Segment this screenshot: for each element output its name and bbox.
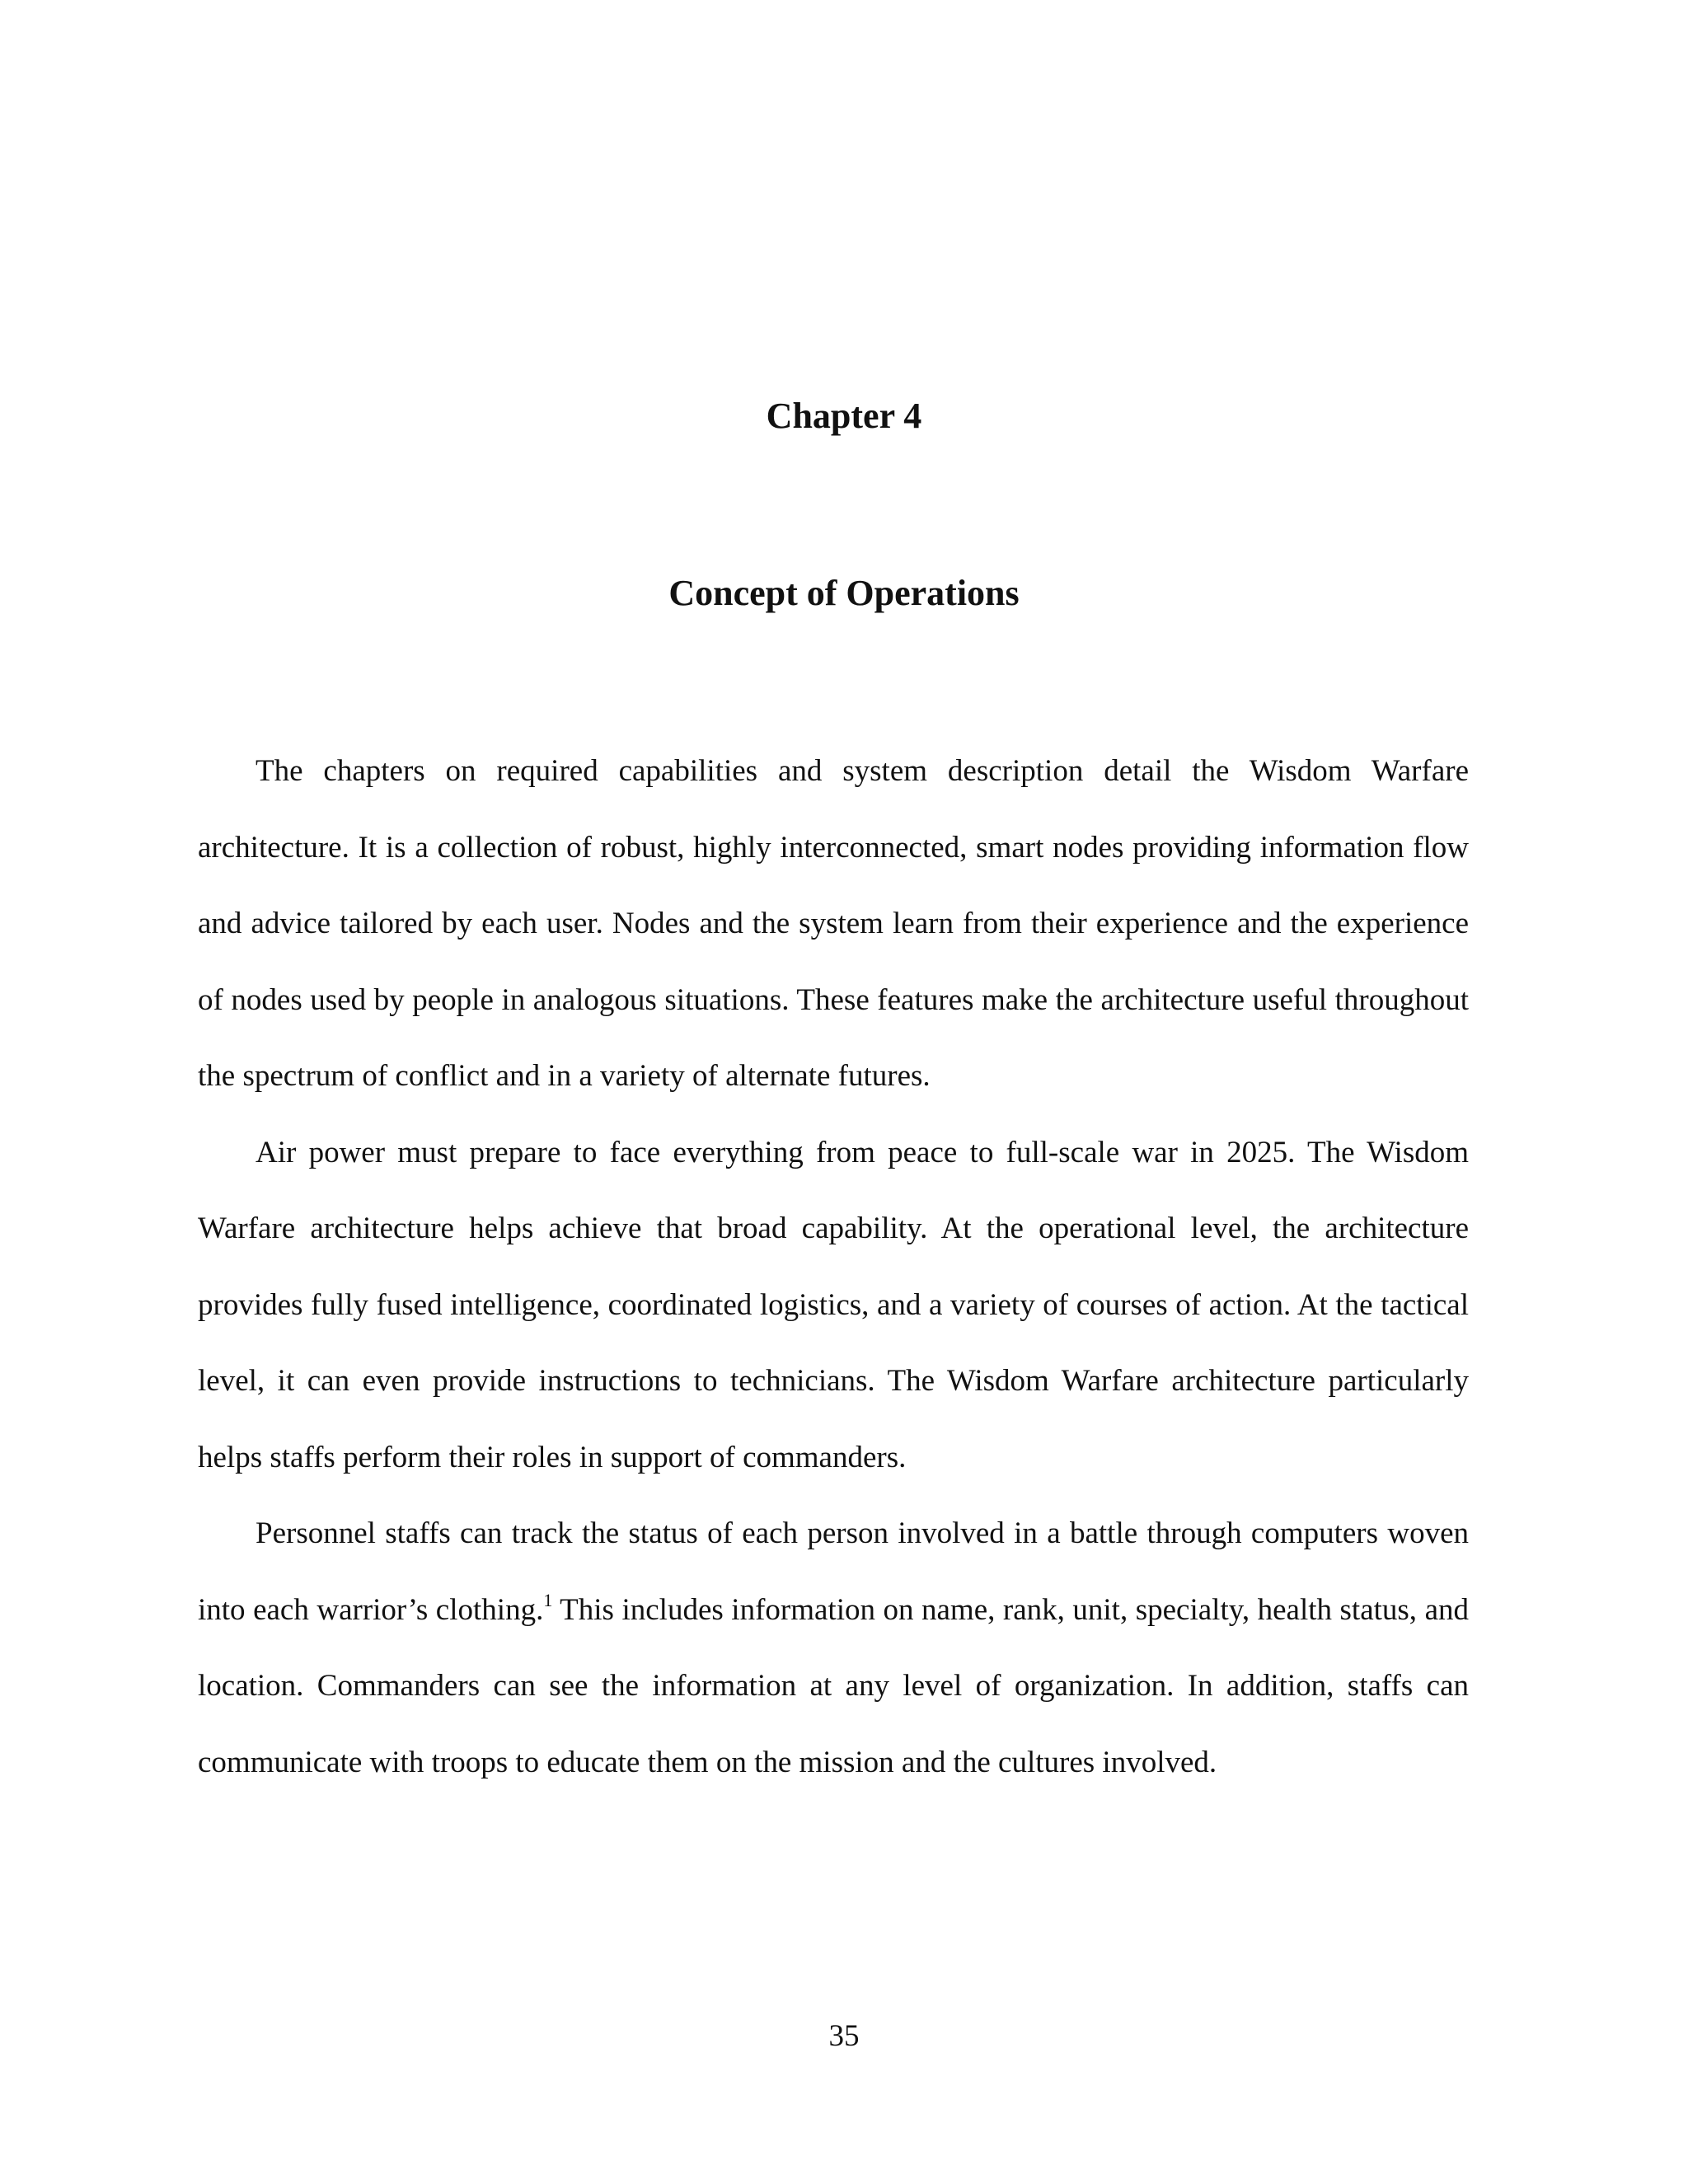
body-text	[198, 733, 1469, 1801]
paragraph-3-text-after-note: This includes information on name, rank, unit, specialty, health status, and location. Commanders can see the information at any level of organization. In addition, staffs can communicate with troops to educate them on the mission and the cultures involved.	[198, 1592, 1469, 1779]
paragraph-3-text-before-note: Personnel staffs can track the status of each person involved in a battle through computers woven into each warrior’s clothing.	[198, 1516, 1469, 1627]
paragraph-2: Air power must prepare to face everything from peace to full-scale war in 2025. The Wisdom Warfare architecture helps achieve that broad capability. At the operational level, the architecture provides fully fused intelligence, coordinated logistics, and a variety of courses of action. At the tactical level, it can even provide instructions to technicians. The Wisdom Warfare architecture particularly helps staffs perform their roles in support of commanders.	[198, 1135, 1469, 1474]
chapter-title: Concept of Operations	[668, 573, 1020, 613]
footnote-marker: 1	[543, 1589, 553, 1610]
paragraph-3	[198, 1496, 1469, 1801]
paragraph-1: The chapters on required capabilities and system description detail the Wisdom Warfare architecture. It is a collection of robust, highly interconnected, smart nodes providing information flow and advice tailored by each user. Nodes and the system learn from their experience and the experience of nodes used by people in analogous situations. These features make the architecture useful throughout the spectrum of conflict and in a variety of alternate futures.	[198, 754, 1469, 1093]
page-number: 35	[828, 2019, 860, 2053]
chapter-label: Chapter 4	[766, 396, 922, 436]
